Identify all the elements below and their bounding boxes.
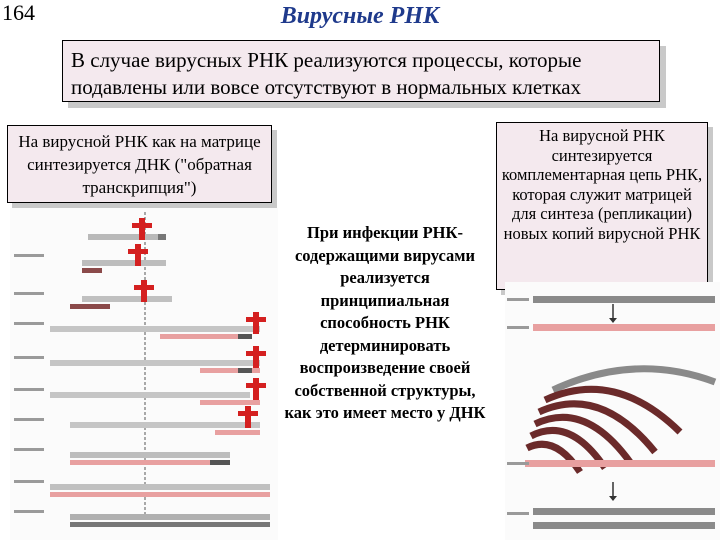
step-2-strand — [82, 260, 166, 273]
slide-number: 164 — [2, 0, 35, 25]
intro-box: В случае вирусных РНК реализуются процессы, которые подавлены или вовсе отсутствуют в нормальных клетках — [62, 40, 660, 102]
center-text: При инфекции РНК-содержащими вирусами реализуется принципиальная способность РНК детерминировать воспроизведение своей собственной структуры, как это имеет место у ДНК — [284, 223, 486, 422]
step-1-strand — [88, 234, 166, 240]
step-label-marks — [14, 254, 44, 513]
new-strand — [527, 444, 580, 472]
progeny-strand — [533, 522, 715, 529]
replication-figure — [505, 282, 720, 540]
replication-diagram — [505, 282, 720, 540]
left-box: На вирусной РНК как на матрице синтезируется ДНК ("обратная транскрипция") — [7, 125, 272, 203]
right-box: На вирусной РНК синтезируется комплементарная цепь РНК, которая служит матрицей для синтеза (репликации) новых копий вирусной РНК — [496, 122, 708, 290]
reverse-transcription-diagram — [10, 208, 278, 540]
step-4-strand — [50, 326, 260, 339]
progeny-strand — [533, 508, 715, 515]
replication-label-marks — [507, 298, 529, 515]
step-3-strand — [70, 296, 172, 309]
complementary-strand — [533, 324, 715, 331]
step-8-strand — [70, 452, 230, 465]
step-7-strand — [70, 422, 260, 435]
step-6-strand — [50, 392, 260, 405]
step-5-strand — [50, 360, 260, 373]
step-9-strand — [50, 484, 270, 497]
viral-rna-strand — [533, 296, 715, 303]
reverse-transcription-figure — [10, 208, 278, 540]
step-10-strand — [70, 514, 270, 527]
slide-title: Вирусные РНК — [280, 3, 440, 29]
template-strand — [525, 460, 715, 467]
